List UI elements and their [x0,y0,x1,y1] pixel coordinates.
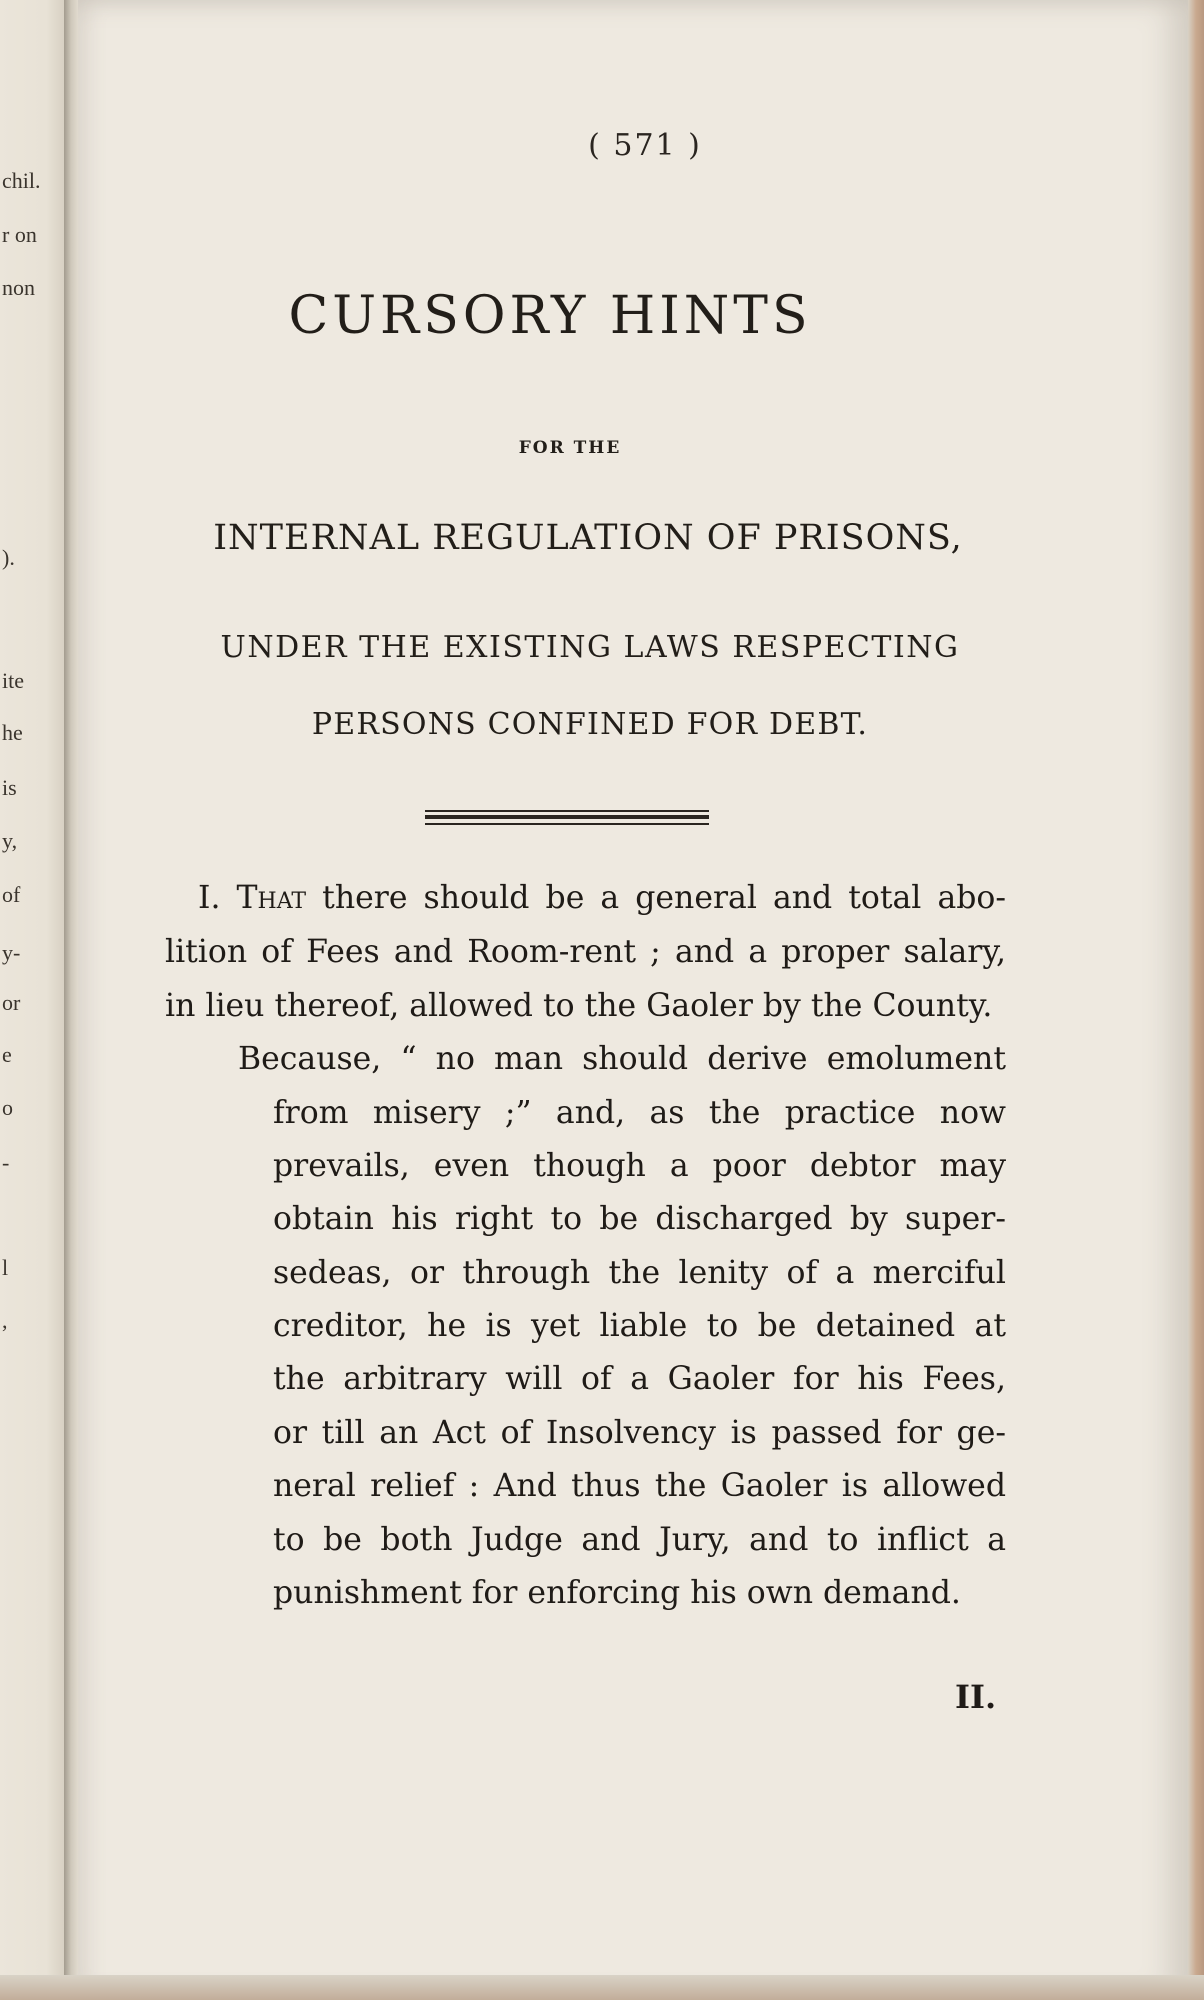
paragraph-line: Because, “ no man should derive emolument [238,1041,1006,1077]
left-margin-fragment: o [2,1095,13,1120]
page-edge [1188,0,1204,2000]
paragraph-line: in lieu thereof, allowed to the Gaoler by the County. [165,988,993,1024]
left-margin-fragment: ite [2,668,24,693]
subtitle-line-1: INTERNAL REGULATION OF PRISONS, [213,518,963,558]
paragraph-line: neral relief : And thus the Gaoler is allowed [273,1468,1006,1504]
left-margin-fragment: he [2,720,23,745]
left-margin-fragment: non [2,275,35,300]
paragraph-line: punishment for enforcing his own demand. [273,1575,961,1611]
left-margin-fragment: r on [2,222,37,247]
ornamental-rule-bottom [425,823,709,825]
subtitle-line-3: PERSONS CONFINED FOR DEBT. [311,707,869,742]
ornamental-rule-middle [425,815,709,819]
paragraph-line [198,880,1006,916]
left-margin-fragment: chil. [2,168,41,193]
title-connector: FOR THE [518,438,622,458]
paragraph-line: lition of Fees and Room-rent ; and a proper salary, [165,934,1006,970]
bottom-edge [0,1975,1204,2000]
left-margin-fragment: y, [2,828,18,853]
left-margin-fragment: y- [2,940,21,965]
paragraph-line: creditor, he is yet liable to be detained at [273,1308,1006,1344]
paragraph-lead-word: That [236,880,307,916]
line-text: there should be a general and total abo- [306,880,1006,916]
left-margin-fragment: l [2,1255,9,1280]
catchword: II. [955,1678,997,1716]
left-margin-fragment: e [2,1042,12,1067]
paragraph-line: to be both Judge and Jury, and to inflict a [273,1522,1006,1558]
paragraph-line: prevails, even though a poor debtor may [273,1148,1006,1184]
paragraph-line: sedeas, or through the lenity of a merciful [273,1255,1006,1291]
left-margin-fragment: ). [2,545,15,570]
paragraph-numeral: I. [198,880,221,916]
left-margin-fragment: , [2,1308,8,1333]
paragraph-line: or till an Act of Insolvency is passed for ge- [273,1415,1006,1451]
paragraph-line: from misery ;” and, as the practice now [273,1095,1006,1131]
left-margin-fragment: or [2,990,21,1015]
left-margin-fragment: is [2,775,17,800]
ornamental-rule-top [425,810,709,812]
paragraph-line: obtain his right to be discharged by super- [273,1201,1006,1237]
page-number: ( 571 ) [588,128,702,163]
left-margin-fragment: of [2,882,21,907]
subtitle-line-2: UNDER THE EXISTING LAWS RESPECTING [220,630,960,665]
left-margin-fragment: - [2,1150,10,1175]
page-title: CURSORY HINTS [288,286,812,346]
left-facing-page [0,0,66,2000]
paragraph-line: the arbitrary will of a Gaoler for his Fees, [273,1361,1006,1397]
